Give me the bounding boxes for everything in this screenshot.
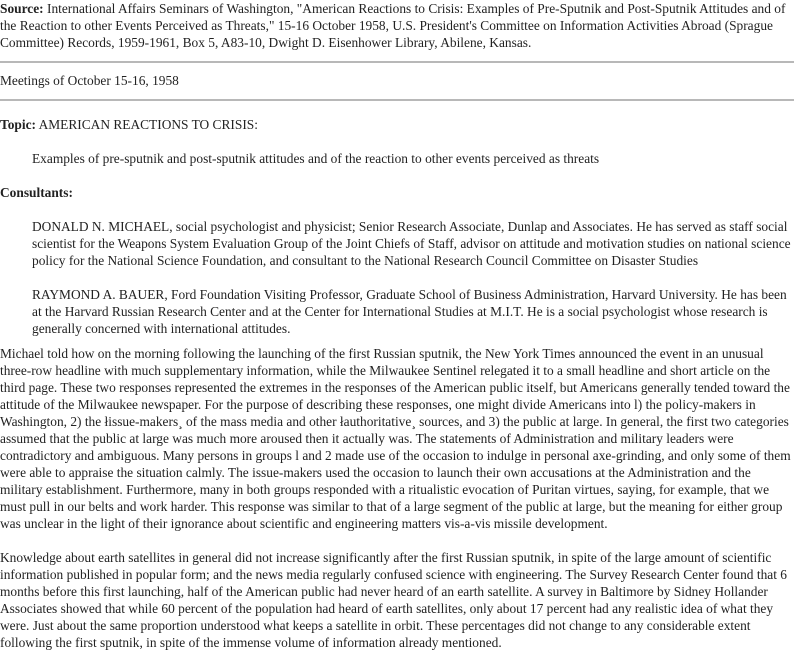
consultant-entry: RAYMOND A. BAUER, Ford Foundation Visiting Professor, Graduate School of Business Administration, Harvard University. He has been at the Harvard Russian Research Center and at the Center for International Studies at M.I.T. He is a social psychologist whose research is generally concerned with international attitudes. <box>32 287 787 336</box>
meetings-date: Meetings of October 15-16, 1958 <box>0 73 179 88</box>
source-text: International Affairs Seminars of Washington, "American Reactions to Crisis: Examples of Pre-Sputnik and Post-Sputnik Attitudes and of the Reaction to other Events Perceived as Threats," 15-16 October 1958, U.S. President's Committee on Information Activities Abroad (Sprague Committee) Records, 1959-1961, Box 5, A83-10, Dwight D. Eisenhower Library, Abilene, Kansas. <box>0 1 786 50</box>
topic-heading <box>0 116 794 133</box>
topic-description: Examples of pre-sputnik and post-sputnik attitudes and of the reaction to other events perceived as threats <box>32 151 600 166</box>
divider <box>0 99 794 101</box>
topic-title: AMERICAN REACTIONS TO CRISIS: <box>35 117 258 132</box>
source-citation <box>0 0 794 51</box>
body-paragraph: Michael told how on the morning following the launching of the first Russian sputnik, the New York Times announced the event in an unusual three-row headline with much supplementary information, while the Milwaukee Sentinel relegated it to a small headline and short article on the third page. These two responses represented the extremes in the responses of the American public itself, but Americans generally tended toward the attitude of the Milwaukee newspaper. For the purpose of describing these responses, one might divide Americans into l) the policy-makers in Washington, 2) the łissue-makers¸ of the mass media and other łauthoritative¸ sources, and 3) the public at large. In general, the first two categories assumed that the public at large was much more aroused then it actually was. The statements of Administration and military leaders were contradictory and ambiguous. Many persons in groups l and 2 made use of the occasion to indulge in personal axe-grinding, and only some of them were able to appraise the situation calmly. The issue-makers used the occasion to launch their own accusations at the Administration and the military establishment. Furthermore, many in both groups responded with a ritualistic evocation of Puritan virtues, saying, for example, that we must pull in our belts and work harder. This response was similar to that of a large segment of the public at large, but the meaning for either group was unclear in the light of their ignorance about scientific and engineering matters vis-a-vis missile development. <box>0 346 791 531</box>
divider <box>0 61 794 63</box>
consultant-entry: DONALD N. MICHAEL, social psychologist and physicist; Senior Research Associate, Dunlap and Associates. He has served as staff social scientist for the Weapons System Evaluation Group of the Joint Chiefs of Staff, advisor on attitude and motivation studies on national science policy for the National Science Foundation, and consultant to the National Research Council Committee on Disaster Studies <box>32 219 791 268</box>
topic-label: Topic: <box>0 117 36 132</box>
consultants-label: Consultants: <box>0 185 73 200</box>
body-paragraph: Knowledge about earth satellites in general did not increase significantly after the first Russian sputnik, in spite of the large amount of scientific information published in popular form; and the news media regularly confused science with engineering. The Survey Research Center found that 6 months before this first launching, half of the American public had never heard of an earth satellite. A survey in Baltimore by Sidney Hollander Associates showed that while 60 percent of the population had heard of earth satellites, only about 17 percent had any realistic idea of what they were. Just about the same proportion understood what keeps a satellite in orbit. These percentages did not change to any considerable extent following the first sputnik, in spite of the immense volume of information already mentioned. <box>0 550 787 650</box>
source-label: Source: <box>0 1 44 16</box>
